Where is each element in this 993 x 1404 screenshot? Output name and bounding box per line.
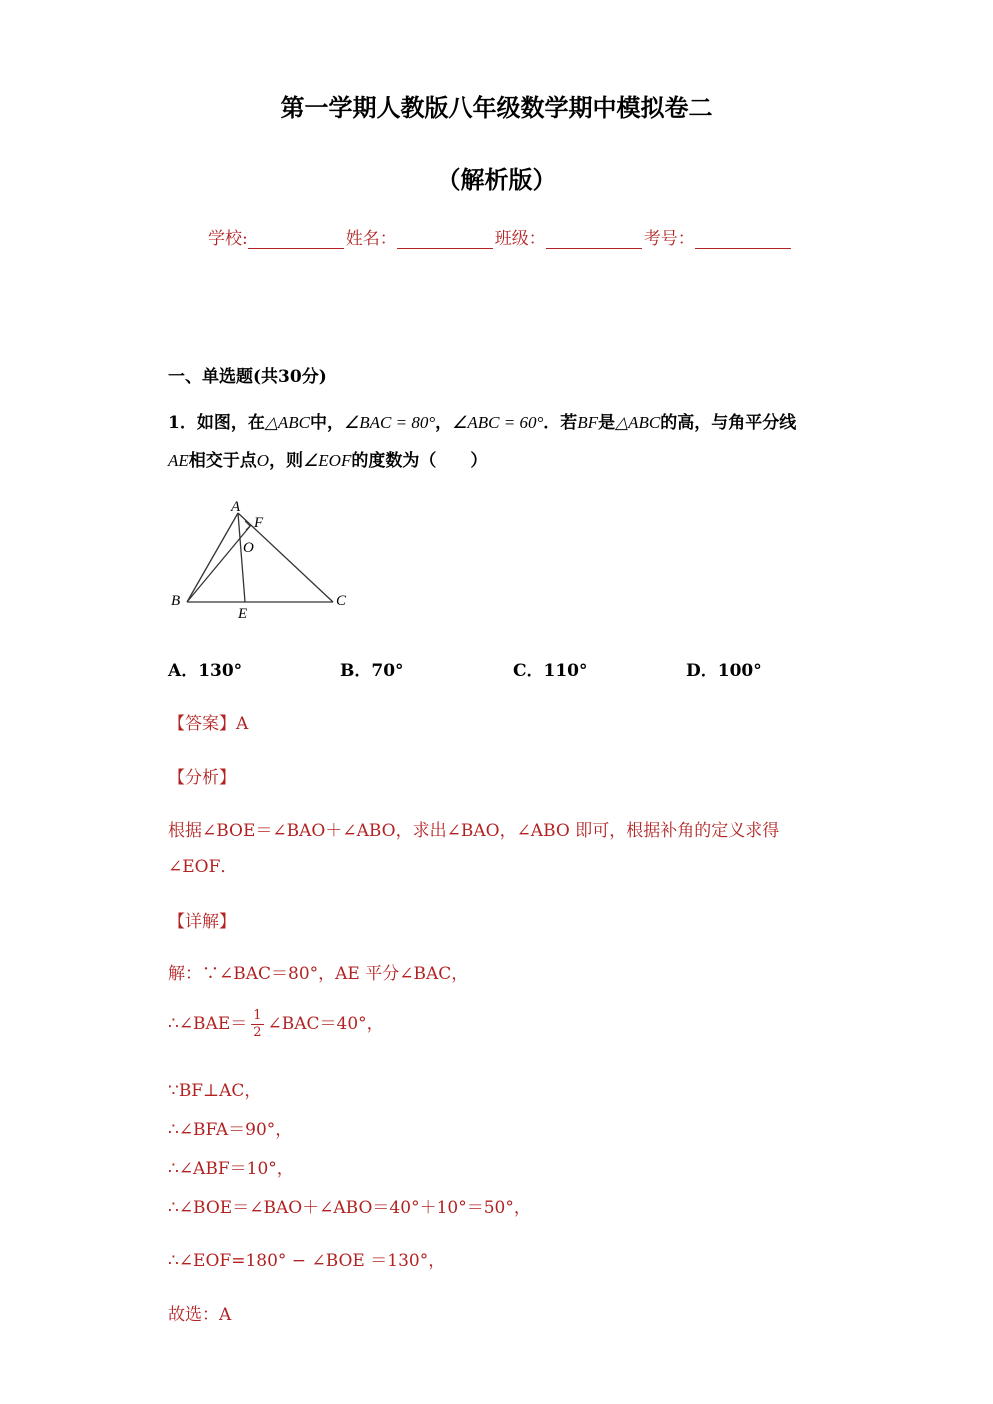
question-text: ，	[435, 413, 453, 433]
section-heading: 一、单选题(共30分)	[168, 367, 327, 387]
question-text: 的度数为（ ）	[351, 451, 488, 471]
question-text: 如图，在	[196, 413, 265, 433]
math-segment: AE	[168, 451, 189, 470]
label-f: F	[254, 515, 264, 531]
option-c[interactable]: C．110°	[513, 661, 588, 681]
question-text: 中，	[310, 413, 345, 433]
question-text: 是	[598, 413, 616, 433]
step-text: ∠BAC＝40°，	[267, 1014, 384, 1034]
student-info-row	[208, 224, 793, 249]
fraction-numerator: 1	[253, 1008, 262, 1023]
page-title: 第一学期人教版八年级数学期中模拟卷二	[280, 93, 713, 122]
segment-ab	[187, 513, 238, 602]
solution-step-5: ∴∠ABF＝10°，	[168, 1159, 294, 1179]
question-text: ，则	[269, 451, 304, 471]
step-text: ∴∠BAE＝	[168, 1014, 248, 1034]
analysis-heading: 【分析】	[168, 768, 236, 788]
analysis-text-1: 根据∠BOE＝∠BAO＋∠ABO，求出∠BAO，∠ABO 即可，根据补角的定义求得	[168, 821, 780, 841]
segment-ac	[238, 513, 333, 602]
question-text: 的高，与角平分线	[660, 413, 797, 433]
analysis-text-2: ∠EOF．	[168, 857, 238, 877]
option-d[interactable]: D．100°	[686, 661, 762, 681]
math-triangle: △ABC	[264, 413, 311, 432]
solution-step-2	[168, 1008, 384, 1041]
math-segment: BF	[577, 413, 599, 432]
segment-ae	[238, 513, 245, 602]
triangle-figure	[165, 495, 355, 625]
name-blank[interactable]	[397, 230, 493, 249]
question-line-1	[168, 408, 796, 433]
option-a[interactable]: A．130°	[168, 661, 243, 681]
exam-no-blank[interactable]	[695, 230, 791, 249]
final-choice: 故选：A	[168, 1305, 232, 1325]
solution-step-3: ∵BF⊥AC，	[168, 1081, 262, 1101]
name-label: 姓名：	[345, 229, 397, 249]
label-e: E	[238, 606, 248, 622]
question-text: 相交于点	[188, 451, 257, 471]
page-subtitle: （解析版）	[436, 165, 557, 194]
label-o: O	[243, 540, 254, 556]
solution-step-1: 解：∵∠BAC＝80°，AE 平分∠BAC，	[168, 964, 469, 984]
question-line-2	[168, 446, 487, 471]
label-a: A	[231, 499, 241, 515]
math-triangle: △ABC	[615, 413, 661, 432]
answer-line: 【答案】A	[168, 714, 249, 734]
math-angle: ∠ABC = 60°	[452, 413, 544, 432]
fraction-half	[251, 1008, 263, 1041]
solution-step-4: ∴∠BFA＝90°，	[168, 1120, 293, 1140]
fraction-denominator: 2	[253, 1025, 262, 1040]
question-number: 1．	[168, 413, 197, 433]
label-b: B	[171, 593, 181, 609]
math-angle: ∠EOF	[303, 451, 352, 470]
school-blank[interactable]	[248, 230, 344, 249]
option-b[interactable]: B．70°	[340, 661, 404, 681]
school-label: 学校:	[208, 229, 248, 249]
class-blank[interactable]	[546, 230, 642, 249]
question-text: ．若	[543, 413, 578, 433]
label-c: C	[336, 593, 347, 609]
math-point: O	[256, 451, 270, 470]
detail-heading: 【详解】	[168, 912, 236, 932]
math-angle: ∠BAC = 80°	[344, 413, 436, 432]
class-label: 班级：	[494, 229, 546, 249]
exam-no-label: 考号：	[643, 229, 695, 249]
solution-step-7: ∴∠EOF=180° − ∠BOE ＝130°，	[168, 1251, 446, 1271]
solution-step-6: ∴∠BOE＝∠BAO＋∠ABO＝40°＋10°＝50°，	[168, 1198, 531, 1218]
